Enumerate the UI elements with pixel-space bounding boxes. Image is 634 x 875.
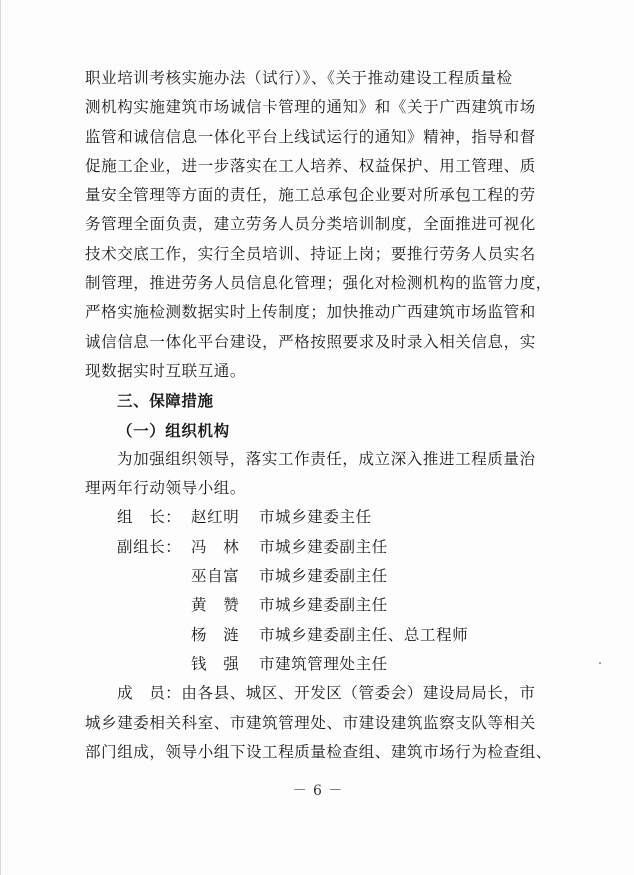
text-line: 理两年行动领导小组。: [85, 479, 247, 498]
member-title: 市城乡建委副主任: [259, 567, 388, 586]
text-line: 制管理，推进劳务人员信息化管理；强化对检测机构的监管力度，: [85, 274, 552, 293]
member-row: [85, 591, 555, 620]
member-row: [85, 562, 555, 591]
text-line: 务管理全面负责，建立劳务人员分类培训制度，全面推进可视化: [85, 215, 536, 234]
member-row: [85, 503, 555, 532]
member-list: [85, 503, 555, 679]
member-name: 冯 林: [191, 537, 240, 556]
member-row: [85, 621, 555, 650]
member-name: 巫自富: [191, 567, 240, 586]
page-number: － 6 －: [292, 783, 344, 799]
text-line: 量安全管理等方面的责任，施工总承包企业要对所承包工程的劳: [85, 186, 536, 205]
paragraph-leadership: [85, 445, 555, 504]
text-line: 部门组成，领导小组下设工程质量检查组、建筑市场行为检查组、: [85, 742, 552, 761]
member-title: 市城乡建委副主任: [259, 596, 388, 615]
text-line: 城乡建委相关科室、市建筑管理处、市建设建筑监察支队等相关: [85, 713, 536, 732]
member-name: 赵红明: [191, 508, 240, 527]
text-line: 为加强组织领导，落实工作责任，成立深入推进工程质量治: [117, 449, 536, 468]
text-line: 职业培训考核实施办法（试行）》、《关于推动建设工程质量检: [85, 69, 513, 87]
text-line: 严格实施检测数据实时上传制度；加快推动广西建筑市场监管和: [85, 303, 536, 322]
text-line: 成 员：由各县、城区、开发区（管委会）建设局局长，市: [117, 684, 536, 703]
member-role: 副组长：: [117, 537, 182, 556]
member-row: [85, 650, 555, 679]
member-role: 组 长：: [117, 508, 182, 527]
paragraph-members: [85, 679, 555, 767]
member-title: 市城乡建委主任: [259, 508, 372, 527]
member-name: 杨 涟: [191, 625, 240, 644]
subsection-heading: （一）组织机构: [117, 420, 230, 440]
member-name: 黄 赞: [191, 596, 240, 615]
scan-speck: [599, 662, 601, 664]
page-content: [85, 64, 555, 767]
section-heading: 三、保障措施: [117, 391, 214, 411]
member-title: 市城乡建委副主任: [259, 537, 388, 556]
text-line: 测机构实施建筑市场诚信卡管理的通知》和《关于广西建筑市场: [85, 98, 536, 117]
paragraph-continuation: [85, 64, 555, 386]
member-name: 钱 强: [191, 654, 240, 673]
member-title: 市建筑管理处主任: [259, 654, 388, 673]
member-title: 市城乡建委副主任、总工程师: [259, 625, 469, 644]
text-line: 监管和诚信信息一体化平台上线试运行的通知》精神，指导和督: [85, 127, 536, 146]
text-line: 促施工企业，进一步落实在工人培养、权益保护、用工管理、质: [85, 156, 536, 175]
text-line: 诚信信息一体化平台建设，严格按照要求及时录入相关信息，实: [85, 332, 536, 351]
text-line: 现数据实时互联互通。: [85, 361, 247, 380]
text-line: 技术交底工作，实行全员培训、持证上岗；要推行劳务人员实名: [85, 244, 536, 263]
member-row: [85, 533, 555, 562]
